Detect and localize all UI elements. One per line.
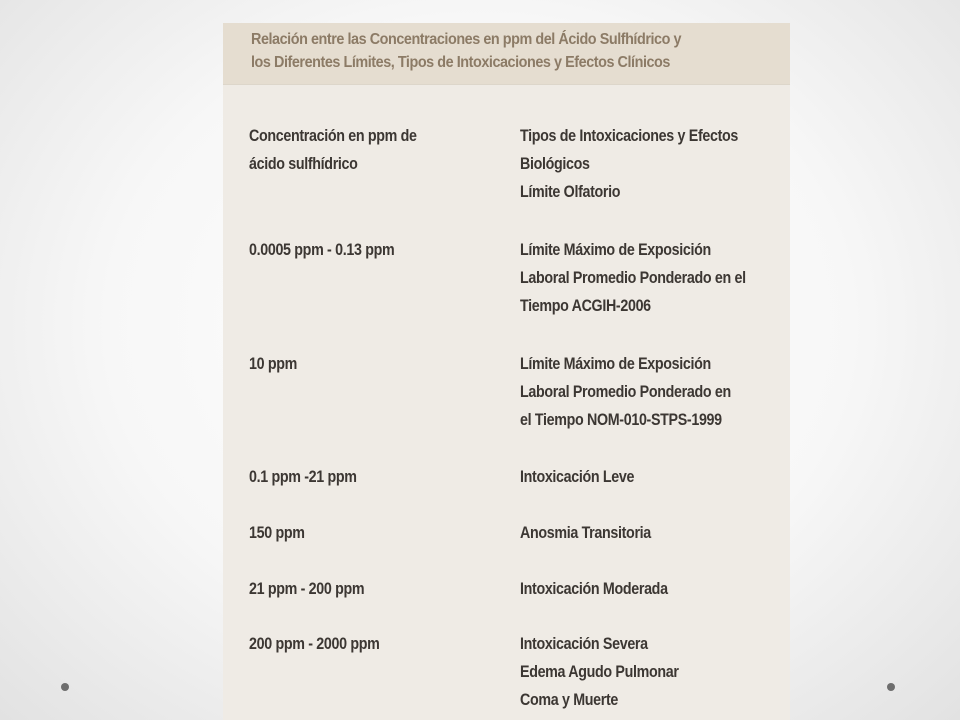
header-effects: Tipos de Intoxicaciones y Efectos Biológicos Límite Olfatorio bbox=[520, 126, 738, 201]
row-concentration-4: 21 ppm - 200 ppm bbox=[249, 579, 365, 598]
row-concentration-5: 200 ppm - 2000 ppm bbox=[249, 634, 380, 653]
row-effects-0: Límite Máximo de Exposición Laboral Promedio Ponderado en el Tiempo ACGIH-2006 bbox=[520, 240, 746, 315]
row-effects-4: Intoxicación Moderada bbox=[520, 579, 668, 598]
table-title-line-2: los Diferentes Límites, Tipos de Intoxicaciones y Efectos Clínicos bbox=[251, 54, 670, 71]
slide-bullet-dot-left bbox=[61, 683, 69, 691]
row-effects-2: Intoxicación Leve bbox=[520, 467, 635, 486]
header-concentration: Concentración en ppm de ácido sulfhídrico bbox=[249, 126, 417, 173]
row-concentration-1: 10 ppm bbox=[249, 354, 297, 373]
row-effects-5: Intoxicación Severa Edema Agudo Pulmonar Coma y Muerte bbox=[520, 634, 679, 709]
row-concentration-2: 0.1 ppm -21 ppm bbox=[249, 467, 357, 486]
document-image bbox=[223, 23, 790, 720]
row-concentration-0: 0.0005 ppm - 0.13 ppm bbox=[249, 240, 395, 259]
row-effects-1: Límite Máximo de Exposición Laboral Promedio Ponderado en el Tiempo NOM-010-STPS-1999 bbox=[520, 354, 731, 429]
row-concentration-3: 150 ppm bbox=[249, 523, 305, 542]
table-title bbox=[223, 23, 790, 85]
slide-bullet-dot-right bbox=[887, 683, 895, 691]
row-effects-3: Anosmia Transitoria bbox=[520, 523, 651, 542]
table-title-line-1: Relación entre las Concentraciones en ppm del Ácido Sulfhídrico y bbox=[251, 31, 682, 48]
